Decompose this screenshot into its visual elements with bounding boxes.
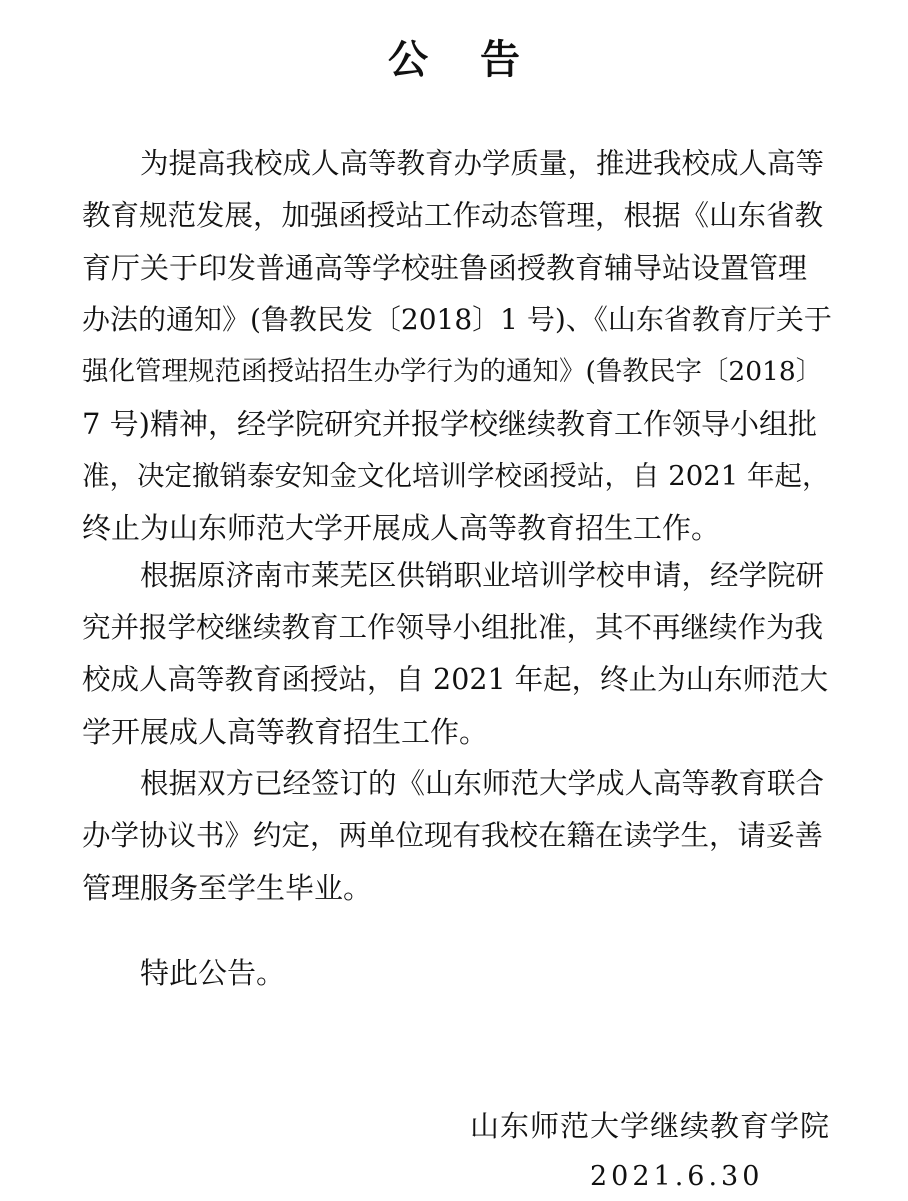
paragraph-1-line: 育厅关于印发普通高等学校驻鲁函授教育辅导站设置管理 [82, 251, 808, 285]
paragraph-2-line: 究并报学校继续教育工作领导小组批准，其不再继续作为我 [82, 611, 824, 644]
paragraph-1-line: 终止为山东师范大学开展成人高等教育招生工作。 [82, 511, 721, 545]
paragraph-1-line: 办法的通知》(鲁教民发〔2018〕1 号)、《山东省教育厅关于 [82, 303, 832, 336]
document-title [0, 30, 908, 90]
paragraph-1 [82, 138, 832, 190]
paragraph-3-line: 办学协议书》约定，两单位现有我校在籍在读学生，请妥善 [82, 819, 824, 852]
paragraph-2-line: 学开展成人高等教育招生工作。 [82, 715, 489, 749]
closing-statement: 特此公告。 [140, 956, 286, 990]
paragraph-3 [82, 758, 832, 914]
paragraph-3-line: 管理服务至学生毕业。 [82, 871, 373, 905]
paragraph-1-line: 强化管理规范函授站招生办学行为的通知》(鲁教民字〔2018〕 [82, 356, 823, 387]
paragraph-2 [82, 550, 832, 758]
paragraph-2-line: 校成人高等教育函授站，自 2021 年起，终止为山东师范大 [82, 663, 829, 696]
paragraph-1-line: 7 号)精神，经学院研究并报学校继续教育工作领导小组批 [82, 407, 817, 441]
paragraph-1-line: 教育规范发展，加强函授站工作动态管理，根据《山东省教 [82, 199, 824, 232]
paragraph-1-line: 为提高我校成人高等教育办学质量，推进我校成人高等 [140, 147, 825, 180]
paragraph-3-line: 根据双方已经签订的《山东师范大学成人高等教育联合 [140, 767, 825, 800]
paragraph-2-line: 根据原济南市莱芜区供销职业培训学校申请，经学院研 [140, 559, 825, 592]
title-char-2: 告 [480, 37, 520, 83]
issue-date: 2021.6.30 [590, 1161, 764, 1192]
paragraph-1-line: 准，决定撤销泰安知金文化培训学校函授站，自 2021 年起， [82, 460, 830, 492]
issuing-organization: 山东师范大学继续教育学院 [469, 1109, 830, 1143]
paragraph-1-continuation [82, 190, 832, 554]
title-char-1: 公 [388, 37, 428, 83]
